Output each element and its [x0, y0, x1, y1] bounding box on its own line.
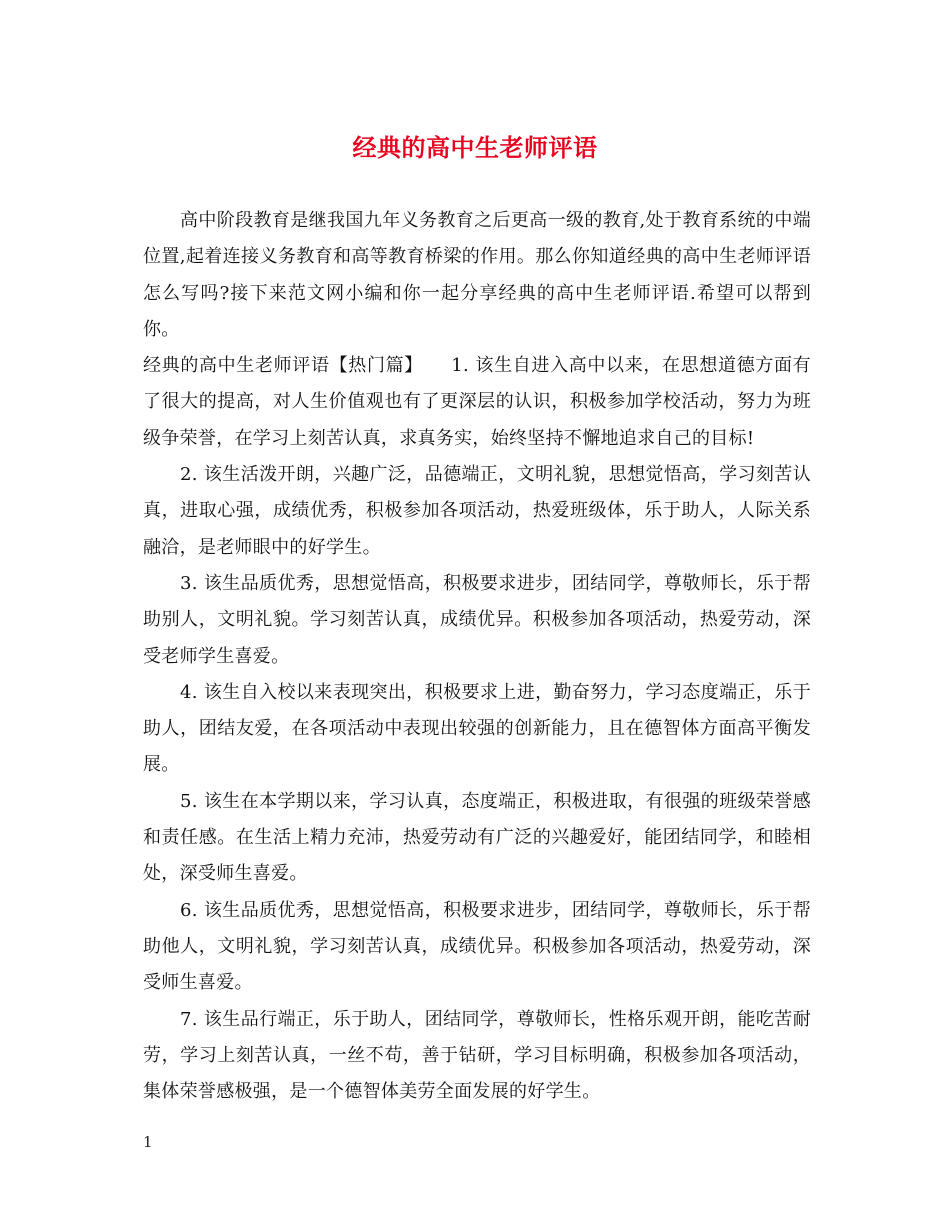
- section-heading: 经典的高中生老师评语【热门篇】: [143, 355, 414, 377]
- comment-item-3: 3. 该生品质优秀，思想觉悟高，积极要求进步，团结同学，尊敬师长，乐于帮助别人，文明礼貌。学习刻苦认真，成绩优异。积极参加各项活动，热爱劳动，深受老师学生喜爱。: [143, 572, 811, 667]
- comment-item-7: 7. 该生品行端正，乐于助人，团结同学，尊敬师长，性格乐观开朗，能吃苦耐劳，学习上刻苦认真，一丝不苟，善于钻研，学习目标明确，积极参加各项活动，集体荣誉感极强，是一个德智体美劳全面发展的好学生。: [143, 1008, 811, 1103]
- comment-item-1: 1. 该生自进入高中以来，在思想道德方面有了很大的提高，对人生价值观也有了更深层的认识，积极参加学校活动，努力为班级争荣誉，在学习上刻苦认真，求真务实，始终坚持不懈地追求自己的目标!: [143, 355, 811, 449]
- comment-item-6: 6. 该生品质优秀，思想觉悟高，积极要求进步，团结同学，尊敬师长，乐于帮助他人，文明礼貌，学习刻苦认真，成绩优异。积极参加各项活动，热爱劳动，深受师生喜爱。: [143, 899, 811, 994]
- heading-gap: [414, 355, 451, 376]
- comment-item-4: 4. 该生自入校以来表现突出，积极要求上进，勤奋努力，学习态度端正，乐于助人，团结友爱，在各项活动中表现出较强的创新能力，且在德智体方面高平衡发展。: [143, 681, 811, 776]
- comment-item-5: 5. 该生在本学期以来，学习认真，态度端正，积极进取，有很强的班级荣誉感和责任感。在生活上精力充沛，热爱劳动有广泛的兴趣爱好，能团结同学，和睦相处，深受师生喜爱。: [143, 790, 811, 885]
- page-number: 1: [143, 1133, 153, 1151]
- comment-item-2: 2. 该生活泼开朗，兴趣广泛，品德端正，文明礼貌，思想觉悟高，学习刻苦认真，进取心强，成绩优秀，积极参加各项活动，热爱班级体，乐于助人，人际关系融洽，是老师眼中的好学生。: [143, 464, 811, 558]
- section-paragraph: [143, 348, 811, 457]
- document-body: [143, 203, 811, 1110]
- document-title: 经典的高中生老师评语: [352, 133, 598, 162]
- intro-paragraph: 高中阶段教育是继我国九年义务教育之后更高一级的教育,处于教育系统的中端位置,起着连接义务教育和高等教育桥梁的作用。那么你知道经典的高中生老师评语怎么写吗?接下来范文网小编和你一起分享经典的高中生老师评语.希望可以帮到你。: [143, 210, 811, 340]
